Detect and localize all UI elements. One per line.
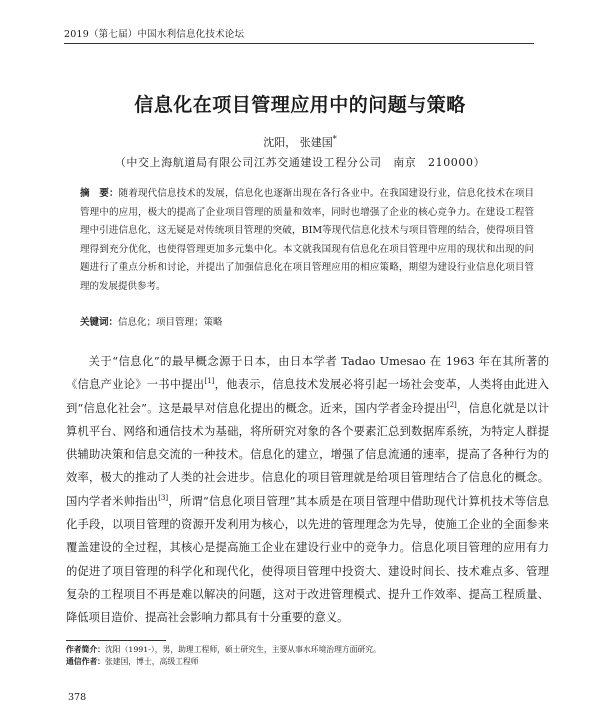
corresponding-author-label: 通信作者： xyxy=(66,657,105,666)
author-bio-label: 作者简介： xyxy=(66,645,105,654)
corresponding-author-mark: * xyxy=(332,134,337,144)
footnotes xyxy=(66,644,546,668)
body-text-part: ，信息化就是以计算机平台、网络和通信技术为基础，将所研究对象的各个要素汇总到数据库系统，为特定人群提供辅助决策和信息交流的一种技术。信息化的建立，增强了信息流通的速率，提高了各种行为的效率，极大的推动了人类的社会进步。信息化的项目管理就是给项目管理结合了信息化的概念。国内学者米帅指出 xyxy=(66,401,549,508)
author-bio xyxy=(66,644,546,656)
affiliation: （中交上海航道局有限公司江苏交通建设工程分公司 南京 210000） xyxy=(114,156,486,169)
body-text-part: 关于“信息化”的最早概念源于日本，由日本学者 Tadao Umesao 在 1963 年在其所著的《信息产业论》一书中提出 xyxy=(66,355,549,392)
abstract xyxy=(80,185,534,297)
keywords xyxy=(80,314,534,332)
author-bio-text: 沈阳（1991-），男，助理工程师，硕士研究生，主要从事水环境治理方面研究。 xyxy=(104,645,381,654)
body-text-part: ，所谓“信息化项目管理”其本质是在项目管理中借助现代计算机技术等信息化手段，以项目管理的资源开发利用为核心，以先进的管理理念为先导，使施工企业的全面参来覆盖建设的全过程，其核心是提高施工企业在建设行业中的竞争力。信息化项目管理的应用有力的促进了项目管理的科学化和现代化，使得项目管理中投资大、建设时间长、技术难点多、管理复杂的工程项目不再是难以解决的问题，这对于改进管理模式、提升工作效率、提高工程质量、降低项目造价、提高社会影响力都具有十分重要的意义。 xyxy=(66,494,549,625)
citation-ref: [2] xyxy=(446,400,457,409)
corresponding-author xyxy=(66,656,546,668)
paper-title: 信息化在项目管理应用中的问题与策略 xyxy=(134,94,466,116)
running-header: 2019（第七届）中国水利信息化技术论坛 xyxy=(64,26,534,44)
keywords-label: 关键词： xyxy=(80,317,119,328)
abstract-text: 随着现代信息技术的发展，信息化也逐渐出现在各行各业中。在我国建设行业，信息化技术在项目管理中的应用，极大的提高了企业项目管理的质量和效率，同时也增强了企业的核心竞争力。在建设工程管理中引进信息化，这无疑是对传统项目管理的突破，BIM等现代信息化技术与项目管理的结合，使得项目管理得到充分优化，也使得管理更加多元集中化。本文就我国现有信息化在项目管理中应用的现状和出现的问题进行了重点分析和讨论，并提出了加强信息化在项目管理应用的相应策略，期望为建设行业信息化项目管理的发展提供参考。 xyxy=(80,188,534,292)
citation-ref: [1] xyxy=(204,377,215,386)
keywords-text: 信息化；项目管理；策略 xyxy=(118,317,223,328)
body-text-part: ，他表示，信息技术发展必将引起一场社会变革，人类将由此进入到“信息化社会”。这是最早对信息化提出的概念。近来，国内学者金玲提出 xyxy=(66,378,549,415)
footnote-divider xyxy=(66,640,166,641)
authors xyxy=(0,134,600,150)
citation-ref: [3] xyxy=(158,494,169,503)
abstract-label: 摘 要： xyxy=(80,188,119,199)
body-paragraph xyxy=(66,350,549,630)
author-names: 沈阳， 张建国 xyxy=(263,136,333,149)
corresponding-author-text: 张建国，博士，高级工程师 xyxy=(104,657,199,666)
page-number: 378 xyxy=(68,692,87,703)
